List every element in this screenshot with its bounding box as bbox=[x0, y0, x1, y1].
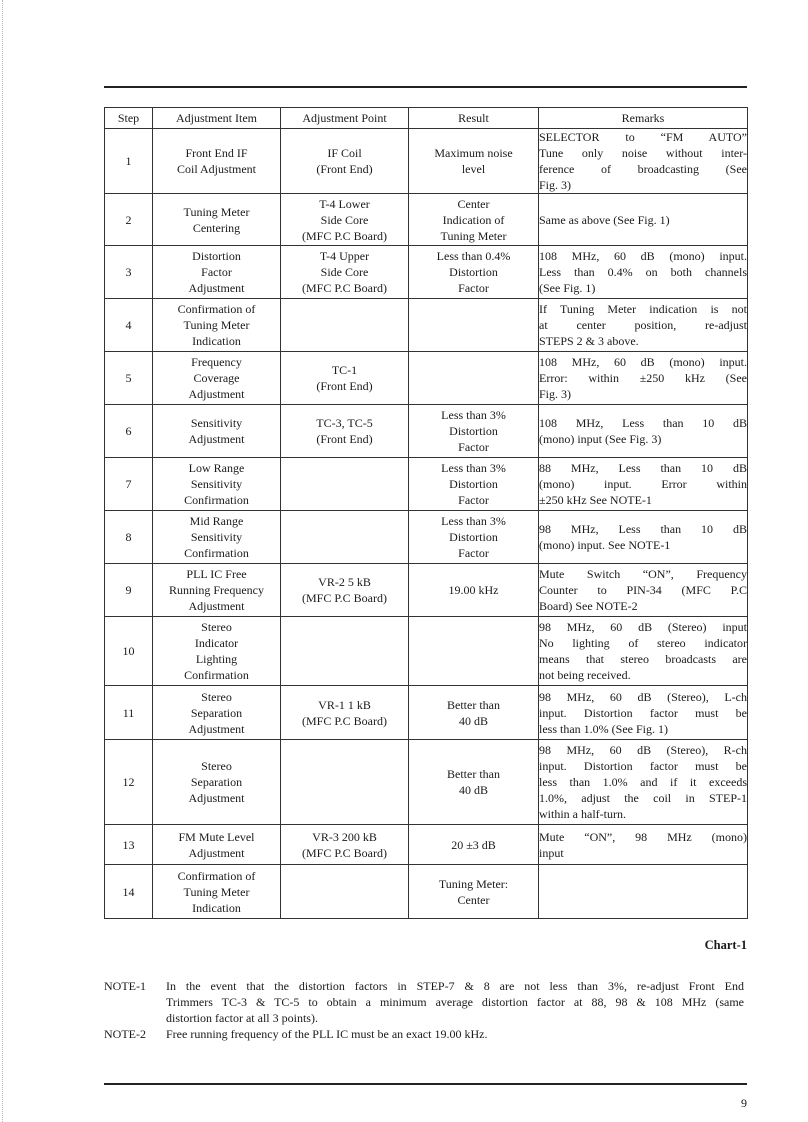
adjustment-point-cell bbox=[281, 299, 409, 352]
remarks-cell bbox=[539, 825, 748, 865]
adjustment-item-cell bbox=[153, 617, 281, 686]
adjustment-point-cell bbox=[281, 129, 409, 194]
remarks-line: Error: within ±250 kHz (See bbox=[539, 371, 747, 385]
step-cell: 7 bbox=[105, 458, 153, 511]
bottom-rule bbox=[104, 1083, 747, 1085]
adjustment-item-line: Confirmation bbox=[184, 546, 249, 560]
adjustment-point-cell bbox=[281, 352, 409, 405]
note-line: distortion factor at all 3 points). bbox=[166, 1011, 318, 1025]
remarks-line: If Tuning Meter indication is not bbox=[539, 302, 747, 316]
adjustment-item-line: Indication bbox=[192, 334, 241, 348]
remarks-line: means that stereo broadcasts are bbox=[539, 652, 747, 666]
step-cell: 2 bbox=[105, 194, 153, 246]
result-line: Less than 0.4% bbox=[436, 249, 511, 263]
adjustment-chart-table bbox=[104, 107, 748, 919]
remarks-cell bbox=[539, 246, 748, 299]
result-line: Better than bbox=[447, 767, 500, 781]
remarks-line: (See Fig. 1) bbox=[539, 281, 596, 295]
adjustment-point-cell bbox=[281, 617, 409, 686]
remarks-line: input. Distortion factor must be bbox=[539, 759, 747, 773]
adjustment-item-cell bbox=[153, 405, 281, 458]
table-row bbox=[105, 865, 748, 919]
result-line: Distortion bbox=[449, 530, 498, 544]
header-remarks: Remarks bbox=[539, 108, 748, 129]
adjustment-point-line: TC-3, TC-5 bbox=[316, 416, 373, 430]
result-line: 19.00 kHz bbox=[448, 583, 499, 597]
table-row bbox=[105, 246, 748, 299]
adjustment-point-line: (MFC P.C Board) bbox=[301, 281, 387, 295]
step-cell: 8 bbox=[105, 511, 153, 564]
adjustment-point-cell bbox=[281, 686, 409, 740]
adjustment-item-line: Tuning Meter bbox=[183, 884, 250, 899]
remarks-line: ±250 kHz See NOTE-1 bbox=[539, 493, 652, 507]
result-cell bbox=[409, 352, 539, 405]
remarks-line: 98 MHz, 60 dB (Stereo), R-ch bbox=[539, 743, 747, 757]
adjustment-item-line: Mid Range bbox=[189, 514, 244, 528]
result-cell bbox=[409, 246, 539, 299]
remarks-line: (mono) input. Error within bbox=[539, 477, 747, 491]
scan-edge-artifact bbox=[2, 0, 4, 1122]
table-body bbox=[105, 129, 748, 919]
result-line: level bbox=[461, 162, 486, 176]
adjustment-item-line: Adjustment bbox=[188, 432, 245, 446]
remarks-line: Fig. 3) bbox=[539, 178, 572, 192]
result-line: Maximum noise bbox=[434, 146, 513, 160]
table-row bbox=[105, 740, 748, 825]
adjustment-point-line: (MFC P.C Board) bbox=[301, 713, 387, 728]
step-cell: 3 bbox=[105, 246, 153, 299]
adjustment-point-cell bbox=[281, 246, 409, 299]
adjustment-item-cell bbox=[153, 740, 281, 825]
remarks-line: 88 MHz, Less than 10 dB bbox=[539, 461, 747, 475]
adjustment-point-line: (MFC P.C Board) bbox=[301, 228, 387, 243]
adjustment-item-line: PLL IC Free bbox=[186, 567, 247, 581]
remarks-cell bbox=[539, 617, 748, 686]
table-row bbox=[105, 825, 748, 865]
step-cell: 6 bbox=[105, 405, 153, 458]
result-line: Factor bbox=[458, 281, 489, 295]
adjustment-point-cell bbox=[281, 740, 409, 825]
remarks-line: (mono) input. See NOTE-1 bbox=[539, 538, 671, 552]
note-label: NOTE-2 bbox=[104, 1027, 146, 1041]
adjustment-item-line: Sensitivity bbox=[190, 477, 243, 491]
adjustment-item-line: Distortion bbox=[192, 249, 241, 263]
top-rule bbox=[104, 86, 747, 88]
adjustment-point-line: VR-3 200 kB bbox=[312, 829, 377, 844]
remarks-cell bbox=[539, 511, 748, 564]
result-cell bbox=[409, 740, 539, 825]
table-row bbox=[105, 194, 748, 246]
result-line: Tuning Meter: bbox=[438, 876, 509, 891]
adjustment-item-line: Centering bbox=[192, 220, 241, 235]
adjustment-item-line: Adjustment bbox=[188, 721, 245, 736]
remarks-line: at center position, re-adjust bbox=[539, 318, 747, 332]
adjustment-point-line: Side Core bbox=[320, 265, 369, 279]
step-cell: 12 bbox=[105, 740, 153, 825]
header-step: Step bbox=[105, 108, 153, 129]
note-1 bbox=[104, 978, 747, 1026]
result-cell bbox=[409, 129, 539, 194]
adjustment-item-line: Frequency bbox=[191, 355, 242, 369]
adjustment-item-line: Tuning Meter bbox=[183, 204, 250, 219]
remarks-cell bbox=[539, 194, 748, 246]
note-label: NOTE-1 bbox=[104, 979, 146, 993]
adjustment-point-line: T-4 Upper bbox=[319, 249, 370, 263]
adjustment-point-cell bbox=[281, 405, 409, 458]
result-cell bbox=[409, 194, 539, 246]
remarks-line: 108 MHz, Less than 10 dB bbox=[539, 416, 747, 430]
result-line: Tuning Meter bbox=[440, 228, 507, 243]
adjustment-item-line: Lighting bbox=[195, 652, 238, 666]
step-cell: 9 bbox=[105, 564, 153, 617]
adjustment-item-line: Stereo bbox=[201, 620, 232, 634]
page-number: 9 bbox=[741, 1096, 747, 1110]
result-line: Less than 3% bbox=[441, 514, 506, 528]
adjustment-item-line: Adjustment bbox=[188, 599, 245, 613]
remarks-cell bbox=[539, 352, 748, 405]
adjustment-item-line: Low Range bbox=[188, 461, 245, 475]
header-adjustment-item: Adjustment Item bbox=[153, 108, 281, 129]
remarks-line: STEPS 2 & 3 above. bbox=[539, 334, 639, 348]
result-line: Factor bbox=[458, 493, 489, 507]
remarks-line: Tune only noise without inter- bbox=[539, 146, 747, 160]
result-line: Distortion bbox=[449, 265, 498, 279]
adjustment-point-cell bbox=[281, 511, 409, 564]
adjustment-item-line: Confirmation of bbox=[177, 868, 256, 883]
adjustment-item-line: Running Frequency bbox=[169, 583, 264, 597]
adjustment-point-cell bbox=[281, 194, 409, 246]
result-line: Factor bbox=[458, 546, 489, 560]
adjustment-item-line: Tuning Meter bbox=[183, 318, 250, 332]
adjustment-point-cell bbox=[281, 564, 409, 617]
remarks-line: 108 MHz, 60 dB (mono) input. bbox=[539, 249, 747, 263]
header-adjustment-point: Adjustment Point bbox=[281, 108, 409, 129]
remarks-line: 108 MHz, 60 dB (mono) input. bbox=[539, 355, 747, 369]
adjustment-point-line: TC-1 bbox=[331, 363, 358, 377]
result-line: Factor bbox=[458, 440, 489, 454]
remarks-line: less than 1.0% (See Fig. 1) bbox=[539, 721, 668, 736]
result-cell bbox=[409, 825, 539, 865]
result-line: 40 dB bbox=[458, 783, 488, 797]
adjustment-item-line: Factor bbox=[201, 265, 232, 279]
result-line: Distortion bbox=[449, 424, 498, 438]
adjustment-point-line: VR-1 1 kB bbox=[318, 697, 371, 712]
adjustment-item-line: Sensitivity bbox=[190, 416, 243, 430]
adjustment-item-cell bbox=[153, 299, 281, 352]
adjustment-point-line: (Front End) bbox=[316, 379, 373, 393]
result-line: Distortion bbox=[449, 477, 498, 491]
remarks-line: Same as above (See Fig. 1) bbox=[539, 212, 670, 227]
adjustment-item-line: Stereo bbox=[201, 689, 232, 704]
adjustment-item-line: Indication bbox=[192, 900, 241, 915]
result-cell bbox=[409, 299, 539, 352]
remarks-line: No lighting of stereo indicator bbox=[539, 636, 747, 650]
adjustment-item-cell bbox=[153, 865, 281, 919]
table-header-row bbox=[105, 108, 748, 129]
adjustment-item-line: Adjustment bbox=[188, 845, 245, 860]
adjustment-item-cell bbox=[153, 511, 281, 564]
notes-section bbox=[104, 978, 747, 1042]
result-cell bbox=[409, 458, 539, 511]
remarks-line: Mute “ON”, 98 MHz (mono) bbox=[539, 829, 747, 844]
header-result: Result bbox=[409, 108, 539, 129]
note-text bbox=[166, 978, 744, 1026]
result-cell bbox=[409, 564, 539, 617]
adjustment-point-line: (Front End) bbox=[316, 432, 373, 446]
remarks-line: Mute Switch “ON”, Frequency bbox=[539, 567, 747, 581]
adjustment-point-line: T-4 Lower bbox=[319, 196, 370, 211]
remarks-cell bbox=[539, 129, 748, 194]
result-cell bbox=[409, 511, 539, 564]
adjustment-point-cell bbox=[281, 825, 409, 865]
remarks-line: 98 MHz, 60 dB (Stereo) input bbox=[539, 620, 747, 634]
remarks-line: (mono) input (See Fig. 3) bbox=[539, 432, 662, 446]
result-line: Better than bbox=[447, 697, 500, 712]
adjustment-point-line: (MFC P.C Board) bbox=[301, 845, 387, 860]
remarks-line: ference of broadcasting (See bbox=[539, 162, 747, 176]
table-row bbox=[105, 564, 748, 617]
remarks-cell bbox=[539, 458, 748, 511]
adjustment-item-line: Confirmation bbox=[184, 493, 249, 507]
step-cell: 11 bbox=[105, 686, 153, 740]
table-row bbox=[105, 299, 748, 352]
result-line: Indication of bbox=[442, 212, 505, 227]
adjustment-item-line: Adjustment bbox=[188, 791, 245, 805]
remarks-line: Fig. 3) bbox=[539, 387, 572, 401]
adjustment-item-line: Separation bbox=[190, 775, 243, 789]
table-row bbox=[105, 458, 748, 511]
step-cell: 10 bbox=[105, 617, 153, 686]
adjustment-point-cell bbox=[281, 865, 409, 919]
adjustment-item-line: Adjustment bbox=[188, 387, 245, 401]
adjustment-item-cell bbox=[153, 564, 281, 617]
remarks-line: input bbox=[539, 845, 564, 860]
adjustment-item-line: FM Mute Level bbox=[178, 829, 255, 844]
note-text bbox=[166, 1026, 744, 1042]
result-cell bbox=[409, 405, 539, 458]
step-cell: 13 bbox=[105, 825, 153, 865]
adjustment-item-line: Coil Adjustment bbox=[176, 162, 256, 176]
remarks-line: input. Distortion factor must be bbox=[539, 705, 747, 720]
chart-label: Chart-1 bbox=[704, 938, 747, 952]
remarks-line: Less than 0.4% on both channels bbox=[539, 265, 747, 279]
adjustment-point-line: VR-2 5 kB bbox=[318, 575, 371, 589]
adjustment-point-line: (MFC P.C Board) bbox=[301, 591, 387, 605]
adjustment-item-cell bbox=[153, 825, 281, 865]
adjustment-point-cell bbox=[281, 458, 409, 511]
adjustment-item-cell bbox=[153, 686, 281, 740]
step-cell: 4 bbox=[105, 299, 153, 352]
table-row bbox=[105, 352, 748, 405]
adjustment-item-line: Adjustment bbox=[188, 281, 245, 295]
adjustment-item-cell bbox=[153, 246, 281, 299]
remarks-line: Counter to PIN-34 (MFC P.C bbox=[539, 583, 747, 597]
note-line: Free running frequency of the PLL IC must be an exact 19.00 kHz. bbox=[166, 1027, 488, 1041]
adjustment-point-line: IF Coil bbox=[327, 146, 362, 160]
adjustment-point-line: (Front End) bbox=[316, 162, 373, 176]
remarks-line: 1.0%, adjust the coil in STEP-1 bbox=[539, 791, 747, 805]
remarks-cell bbox=[539, 865, 748, 919]
table-row bbox=[105, 405, 748, 458]
result-line: Less than 3% bbox=[441, 408, 506, 422]
result-line: 40 dB bbox=[458, 713, 488, 728]
adjustment-item-line: Separation bbox=[190, 705, 243, 720]
result-line: Center bbox=[457, 892, 490, 907]
remarks-cell bbox=[539, 564, 748, 617]
adjustment-item-line: Confirmation bbox=[184, 668, 249, 682]
adjustment-item-line: Coverage bbox=[193, 371, 240, 385]
result-cell bbox=[409, 865, 539, 919]
note-2 bbox=[104, 1026, 747, 1042]
remarks-cell bbox=[539, 740, 748, 825]
table-row bbox=[105, 686, 748, 740]
remarks-line: Board) See NOTE-2 bbox=[539, 599, 638, 613]
remarks-line: 98 MHz, 60 dB (Stereo), L-ch bbox=[539, 689, 747, 704]
result-cell bbox=[409, 686, 539, 740]
remarks-line: within a half-turn. bbox=[539, 807, 626, 821]
result-line: Less than 3% bbox=[441, 461, 506, 475]
note-line: In the event that the distortion factors in STEP-7 & 8 are not less than 3%, re-adjust Front End bbox=[166, 979, 744, 993]
table-row bbox=[105, 129, 748, 194]
result-line: 20 ±3 dB bbox=[451, 837, 496, 852]
remarks-cell bbox=[539, 686, 748, 740]
adjustment-item-cell bbox=[153, 458, 281, 511]
step-cell: 1 bbox=[105, 129, 153, 194]
adjustment-item-line: Sensitivity bbox=[190, 530, 243, 544]
result-cell bbox=[409, 617, 539, 686]
adjustment-item-cell bbox=[153, 194, 281, 246]
result-line: Center bbox=[457, 196, 490, 211]
remarks-line: not being received. bbox=[539, 668, 631, 682]
remarks-line: SELECTOR to “FM AUTO” bbox=[539, 130, 747, 144]
remarks-line: less than 1.0% and if it exceeds bbox=[539, 775, 747, 789]
adjustment-point-line: Side Core bbox=[320, 212, 369, 227]
step-cell: 14 bbox=[105, 865, 153, 919]
remarks-cell bbox=[539, 405, 748, 458]
note-line: Trimmers TC-3 & TC-5 to obtain a minimum average distortion factor at 88, 98 & 108 MHz (same bbox=[166, 995, 744, 1009]
remarks-cell bbox=[539, 299, 748, 352]
table-row bbox=[105, 511, 748, 564]
remarks-line: 98 MHz, Less than 10 dB bbox=[539, 522, 747, 536]
adjustment-item-cell bbox=[153, 352, 281, 405]
adjustment-item-line: Confirmation of bbox=[177, 302, 256, 316]
table-row bbox=[105, 617, 748, 686]
adjustment-item-cell bbox=[153, 129, 281, 194]
adjustment-item-line: Stereo bbox=[201, 759, 232, 773]
adjustment-item-line: Indicator bbox=[194, 636, 239, 650]
step-cell: 5 bbox=[105, 352, 153, 405]
adjustment-item-line: Front End IF bbox=[185, 146, 248, 160]
